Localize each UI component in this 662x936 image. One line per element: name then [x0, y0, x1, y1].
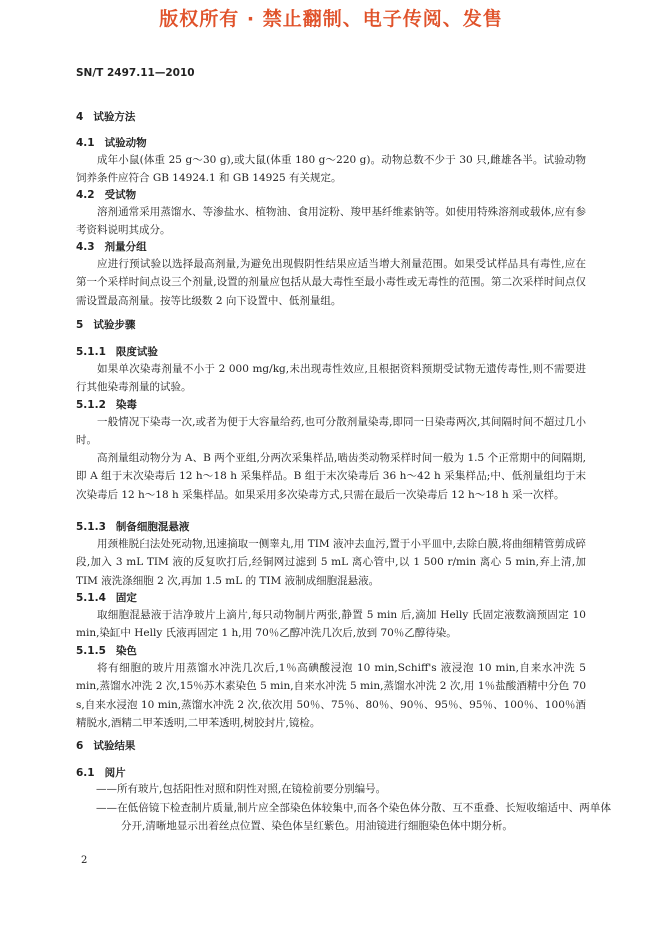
paragraph: 高剂量组动物分为 A、B 两个亚组,分两次采集样品,啮齿类动物采样时间一般为 1.5 个正常期中的间隔期,即 A 组于末次染毒后 12 h～18 h 采集样品。B 组于末次染毒后 36 h～42 h 采集样品;中、低剂量组均于末次染毒后 12 h～18 h 采集样品。如果采用多次染毒方式,只需在最后一次染毒后 12 h～18 h 采一次样。 — [76, 452, 586, 501]
page-number: 2 — [81, 855, 88, 866]
paragraph: 取细胞混悬液于洁净玻片上滴片,每只动物制片两张,静置 5 min 后,滴加 Helly 氏固定液数滴预固定 10 min,染缸中 Helly 氏液再固定 1 h,用 70％乙醇冲洗几次后,放到 70％乙醇待染。 — [76, 609, 586, 640]
subsection-heading: 5.1.1 限度试验 — [76, 346, 158, 358]
paragraph: 如果单次染毒剂量不小于 2 000 mg/kg,未出现毒性效应,且根据资料预期受试物无遗传毒性,则不需要进行其他染毒剂量的试验。 — [76, 363, 586, 394]
subsection-heading: 5.1.3 制备细胞混悬液 — [76, 521, 190, 533]
list-item: ——所有玻片,包括阳性对照和阴性对照,在镜检前要分别编号。 — [96, 783, 387, 795]
list-item: ——在低倍镜下检查制片质量,制片应全部染色体较集中,而各个染色体分散、互不重叠、长短收缩适中、两单体分开,清晰地显示出着丝点位置、染色体呈红紫色。用油镜进行细胞染色体中期分析。 — [96, 802, 611, 833]
section-heading: 5 试验步骤 — [76, 319, 136, 331]
paragraph: 溶剂通常采用蒸馏水、等渗盐水、植物油、食用淀粉、羧甲基纤维素钠等。如使用特殊溶剂或载体,应有参考资料说明其成分。 — [76, 206, 586, 237]
paragraph: 将有细胞的玻片用蒸馏水冲洗几次后,1％高碘酸浸泡 10 min,Schiff's 液浸泡 10 min,自来水冲洗 5 min,蒸馏水冲洗 2 次,15％苏木素染色 5 min,自来水冲洗 5 min,蒸馏水冲洗 2 次,用 1％盐酸酒精中分色 70 s,自来水浸泡 10 min,蒸馏水冲洗 2 次,依次用 50％、75％、80％、90％、95％、95％、100％、100％酒精脱水,酒精二甲苯透明,二甲苯透明,树胶封片,镜检。 — [76, 662, 586, 730]
standard-number: SN/T 2497.11—2010 — [76, 67, 195, 79]
paragraph: 用颈椎脱臼法处死动物,迅速摘取一侧睾丸,用 TIM 液冲去血污,置于小平皿中,去除白膜,将曲细精管剪成碎段,加入 3 mL TIM 液的反复吹打后,经铜网过滤到 5 mL 离心管中,以 1 500 r/min 离心 5 min,弃上清,加 TIM 液洗涤细胞 2 次,再加 1.5 mL 的 TIM 液制成细胞混悬液。 — [76, 538, 586, 587]
paragraph: 一般情况下染毒一次,或者为便于大容量给药,也可分散剂量染毒,即同一日染毒两次,其间隔时间不超过几小时。 — [76, 416, 586, 447]
copyright-banner: 版权所有 · 禁止翻制、电子传阅、发售 — [159, 8, 503, 30]
subsection-heading: 5.1.4 固定 — [76, 592, 137, 604]
subsection-heading: 4.3 剂量分组 — [76, 241, 147, 253]
subsection-heading: 5.1.5 染色 — [76, 645, 137, 657]
subsection-heading: 4.1 试验动物 — [76, 137, 147, 149]
paragraph: 应进行预试验以选择最高剂量,为避免出现假阴性结果应适当增大剂量范围。如果受试样品具有毒性,应在第一个采样时间点设三个剂量,设置的剂量应包括从最大毒性至最小毒性或无毒性的范围。第二次采样时间点仅需设置最高剂量。按等比级数 2 向下设置中、低剂量组。 — [76, 258, 586, 307]
section-heading: 4 试验方法 — [76, 111, 136, 123]
subsection-heading: 6.1 阅片 — [76, 767, 126, 779]
paragraph: 成年小鼠(体重 25 g～30 g),或大鼠(体重 180 g～220 g)。动物总数不少于 30 只,雌雄各半。试验动物饲养条件应符合 GB 14924.1 和 GB 14925 有关规定。 — [76, 154, 586, 185]
subsection-heading: 5.1.2 染毒 — [76, 399, 137, 411]
subsection-heading: 4.2 受试物 — [76, 189, 137, 201]
section-heading: 6 试验结果 — [76, 740, 136, 752]
